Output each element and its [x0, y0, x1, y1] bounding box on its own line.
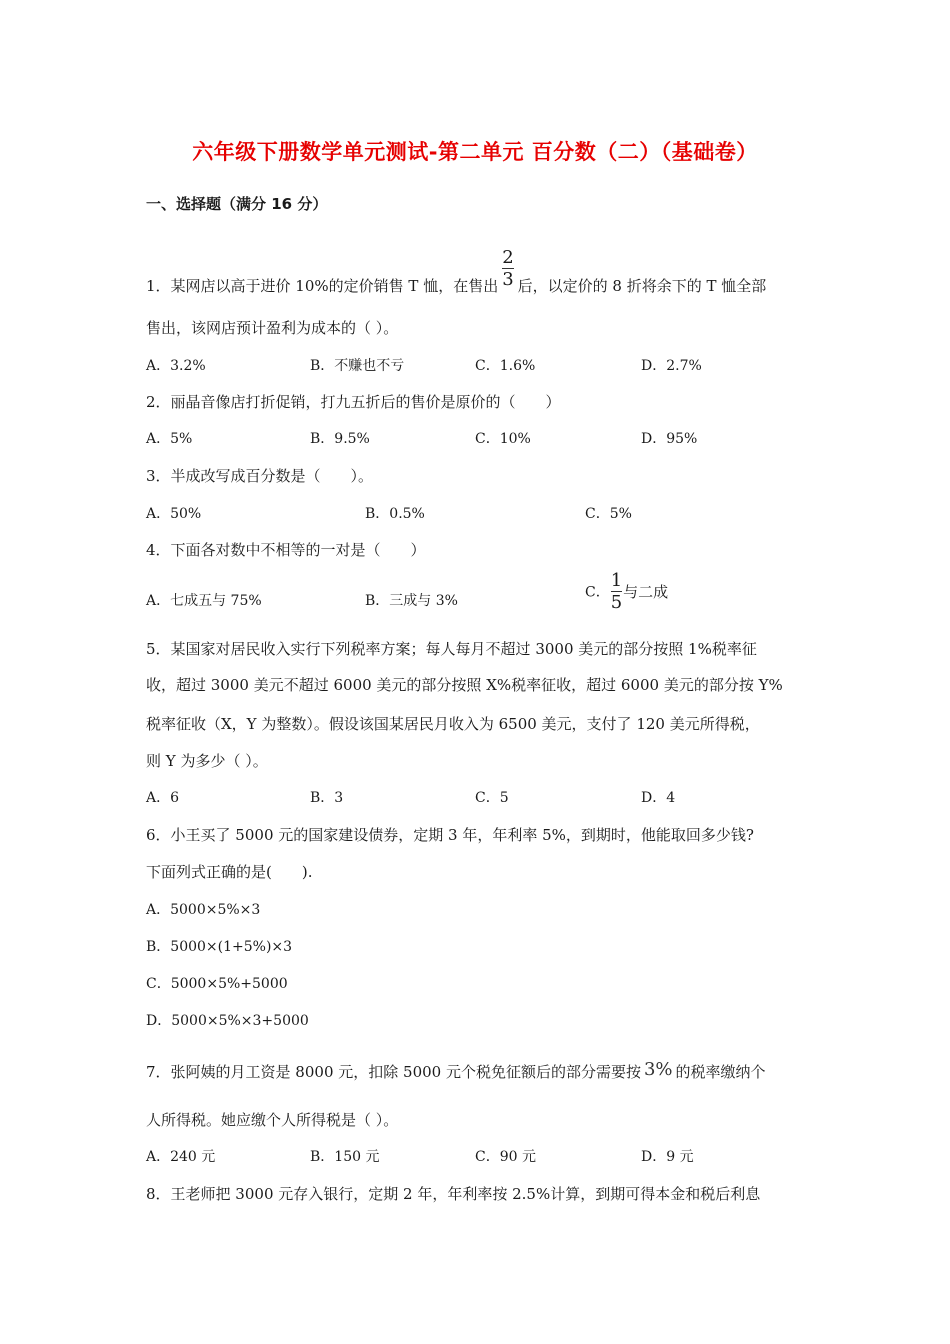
question-7-line-1: 7．张阿姨的月工资是 8000 元，扣除 5000 元个税免征额后的部分需要按 3% 的税率缴纳个: [146, 1059, 766, 1081]
question-1-line-2: 售出，该网店预计盈利为成本的（ ）。: [146, 319, 399, 337]
q7-option-c[interactable]: C．90 元: [475, 1149, 536, 1165]
q1-option-b[interactable]: B．不赚也不亏: [310, 358, 405, 374]
question-6-line-1: 6．小王买了 5000 元的国家建设债券，定期 3 年，年利率 5%，到期时，他能取回多少钱?: [146, 826, 754, 844]
fraction-two-thirds: $\frac{2}{3}$: [502, 247, 514, 290]
q4-option-b[interactable]: B．三成与 3%: [365, 593, 458, 609]
q7-option-b[interactable]: B．150 元: [310, 1149, 380, 1165]
q5-option-a[interactable]: A．6: [146, 790, 180, 806]
q7-option-d[interactable]: D．9 元: [641, 1149, 694, 1165]
q1-option-a[interactable]: A．3.2%: [146, 358, 206, 374]
question-5-line-4: 则 Y 为多少（ ）。: [146, 752, 268, 770]
q2-option-d[interactable]: D．95%: [641, 431, 698, 447]
q4-option-c[interactable]: C． $\frac{1}{5}$ 与二成: [585, 570, 669, 613]
q2-option-c[interactable]: C．10%: [475, 431, 531, 447]
question-8-line-1: 8．王老师把 3000 元存入银行，定期 2 年，年利率按 2.5%计算，到期可得本金和税后利息: [146, 1185, 761, 1203]
question-1-line-1: [146, 248, 766, 297]
question-7-line-2: 人所得税。她应缴个人所得税是（ ）。: [146, 1111, 399, 1129]
question-3: 3．半成改写成百分数是（ ）。: [146, 467, 374, 485]
q5-option-d[interactable]: D．4: [641, 790, 676, 806]
question-4: 4．下面各对数中不相等的一对是（ ）: [146, 541, 426, 559]
q1-option-d[interactable]: D．2.7%: [641, 358, 702, 374]
q6-option-c[interactable]: C．5000×5%+5000: [146, 976, 288, 992]
q5-option-b[interactable]: B．3: [310, 790, 344, 806]
q2-option-b[interactable]: B．9.5%: [310, 431, 370, 447]
document-title: 六年级下册数学单元测试-第二单元 百分数（二）（基础卷）: [192, 140, 758, 164]
q2-option-a[interactable]: A．5%: [146, 431, 193, 447]
q6-option-d[interactable]: D．5000×5%×3+5000: [146, 1013, 309, 1029]
question-5-line-3: 税率征收（X，Y 为整数）。假设该国某居民月收入为 6500 美元，支付了 120 美元所得税，: [146, 715, 760, 733]
q6-option-b[interactable]: B．5000×(1+5%)×3: [146, 939, 293, 955]
q6-option-a[interactable]: A．5000×5%×3: [146, 902, 261, 918]
question-1-text-cont: 后，以定价的 8 折将余下的 T 恤全部: [517, 277, 767, 295]
q3-option-c[interactable]: C．5%: [585, 506, 632, 522]
question-5-line-2: 收，超过 3000 美元不超过 6000 美元的部分按照 X%税率征收，超过 6000 美元的部分按 Y%: [146, 676, 783, 694]
question-6-line-2: 下面列式正确的是( ).: [146, 863, 313, 881]
question-1-text: 1．某网店以高于进价 10%的定价销售 T 恤，在售出: [146, 277, 499, 295]
q1-option-c[interactable]: C．1.6%: [475, 358, 536, 374]
question-2: 2．丽晶音像店打折促销，打九五折后的售价是原价的（ ）: [146, 393, 561, 411]
percent-three: 3%: [643, 1059, 673, 1080]
q3-option-b[interactable]: B．0.5%: [365, 506, 425, 522]
question-5-line-1: 5．某国家对居民收入实行下列税率方案；每人每月不超过 3000 美元的部分按照 1%税率征: [146, 640, 757, 658]
q7-option-a[interactable]: A．240 元: [146, 1149, 216, 1165]
q4-option-a[interactable]: A．七成五与 75%: [146, 593, 262, 609]
q5-option-c[interactable]: C．5: [475, 790, 509, 806]
fraction-one-fifth: $\frac{1}{5}$: [610, 570, 623, 613]
q3-option-a[interactable]: A．50%: [146, 506, 202, 522]
section-heading: 一、选择题（满分 16 分）: [146, 195, 328, 213]
